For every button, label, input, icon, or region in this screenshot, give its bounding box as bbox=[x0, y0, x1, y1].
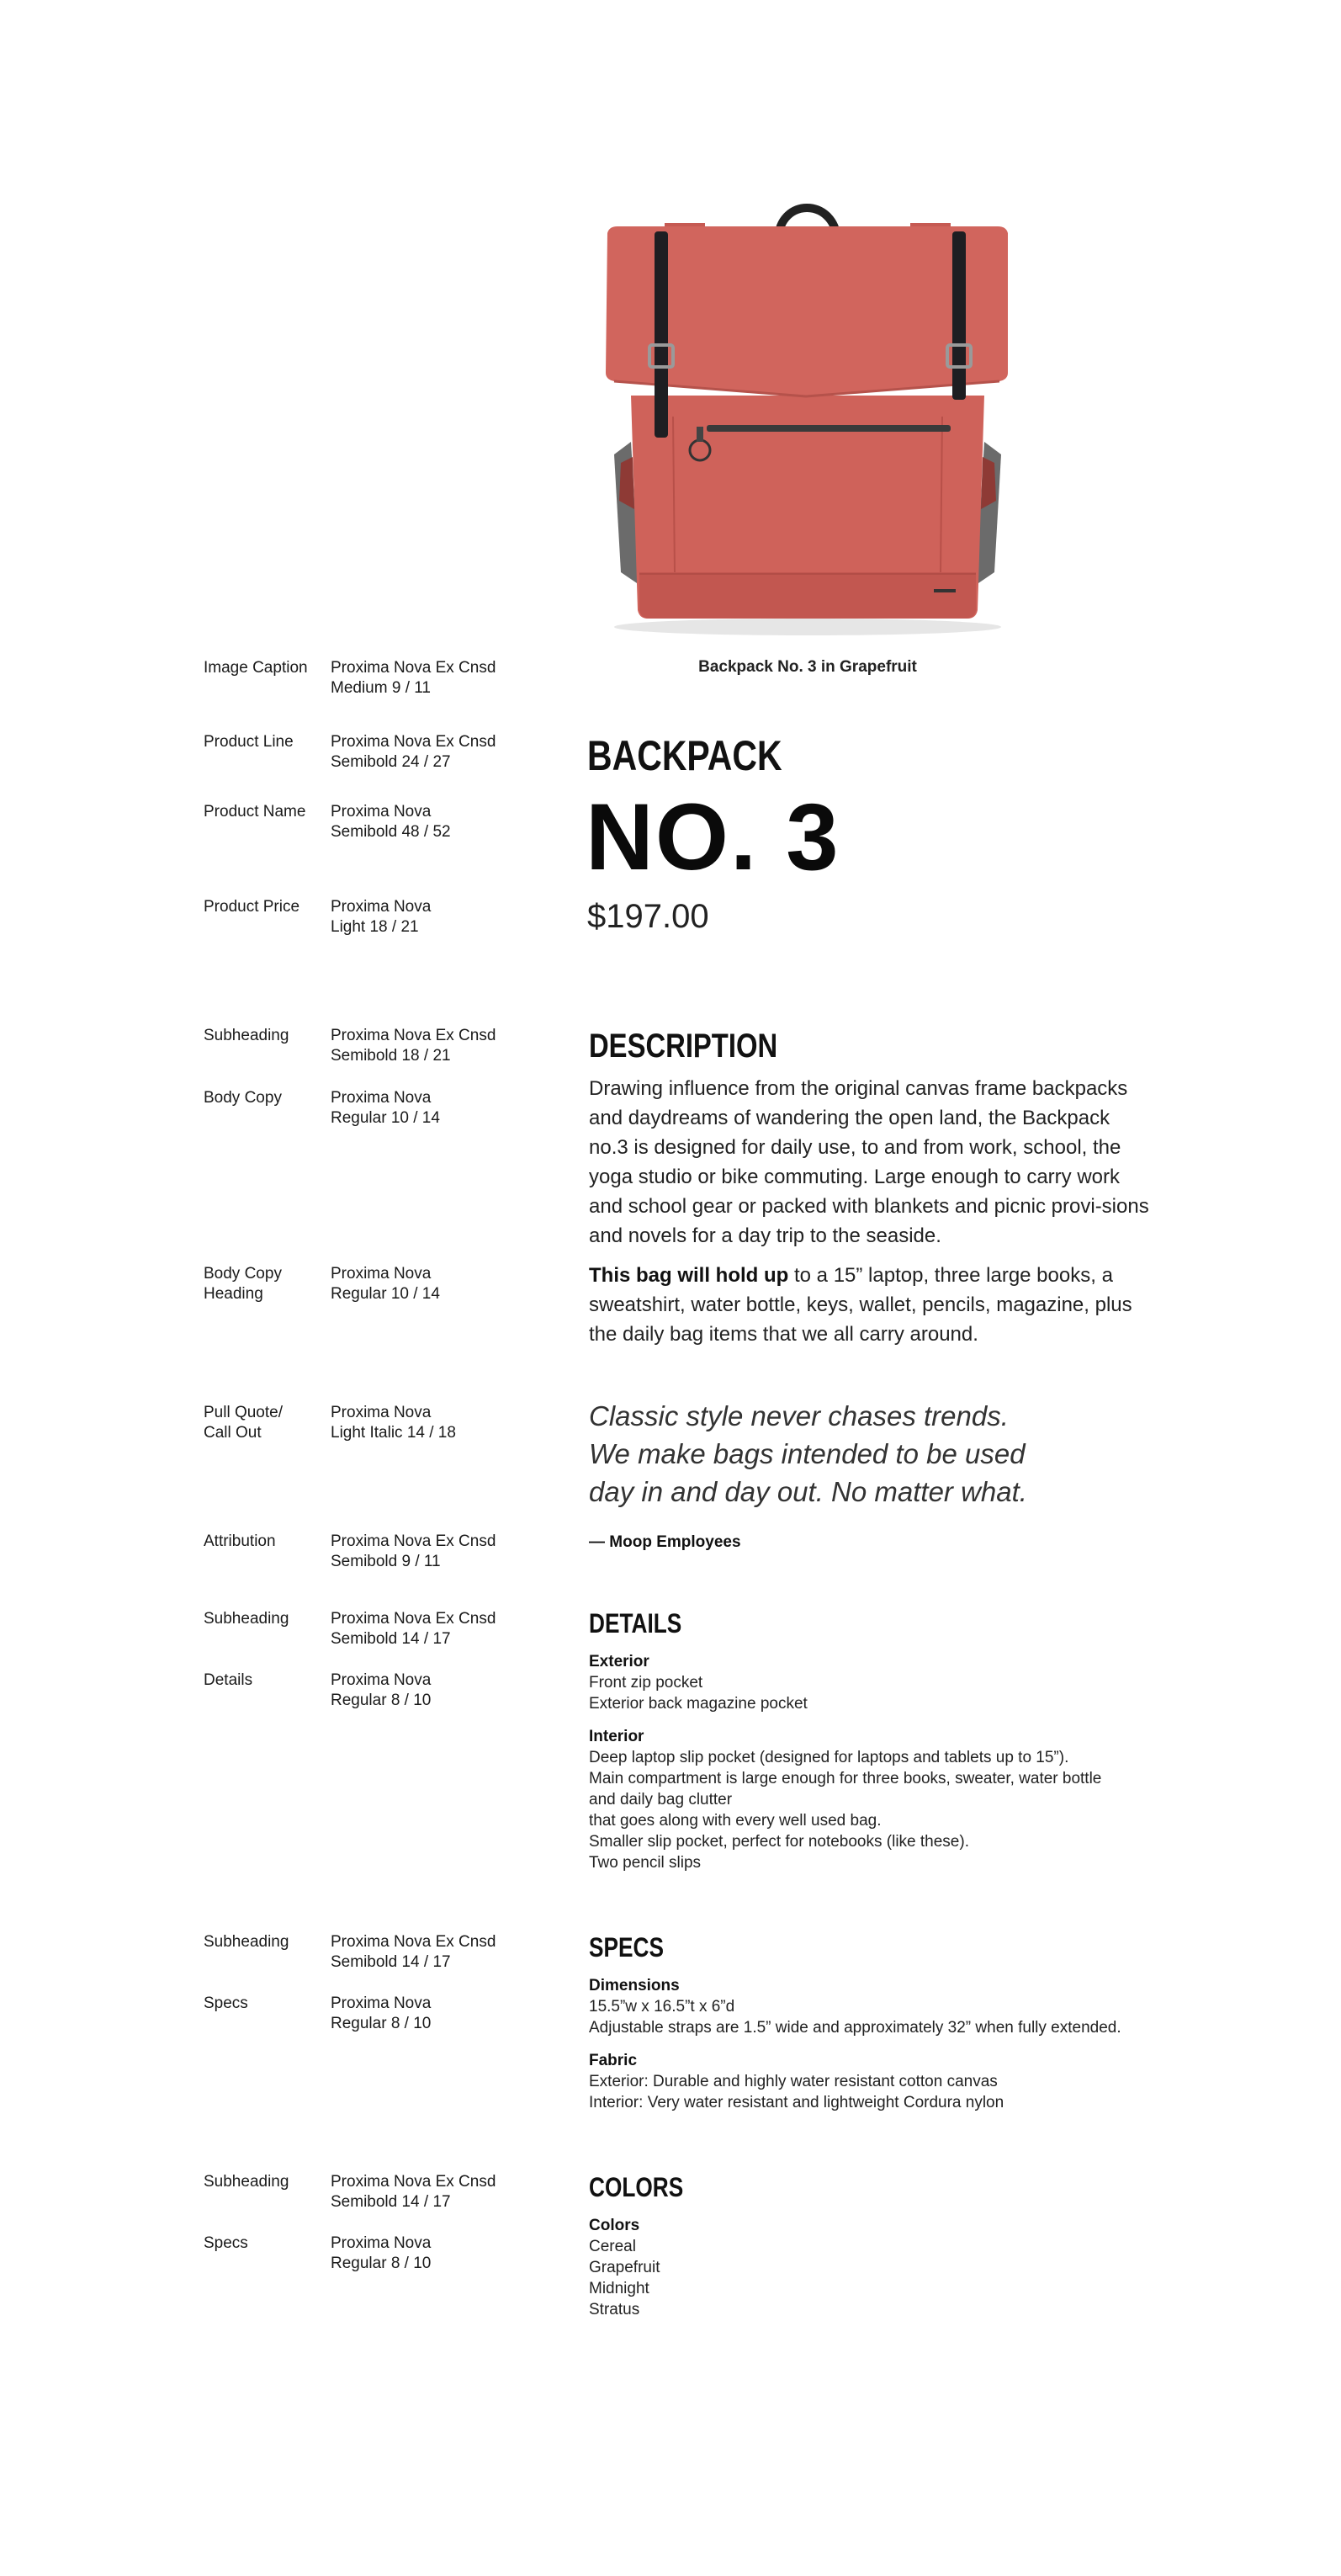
specs-section bbox=[589, 1975, 1178, 2125]
specs-heading: SPECS bbox=[589, 1932, 664, 1963]
image-caption: Backpack No. 3 in Grapefruit bbox=[698, 658, 917, 676]
spec-font-name: Proxima Nova bbox=[331, 1994, 432, 2012]
spec-font-name: Proxima Nova Ex Cnsd bbox=[331, 659, 496, 677]
fabric-block bbox=[589, 2050, 1178, 2113]
product-name: NO. 3 bbox=[586, 784, 840, 890]
details-heading: DETAILS bbox=[589, 1608, 682, 1639]
spec-font-name: Proxima Nova bbox=[331, 803, 432, 821]
spec-font-subheading bbox=[331, 1932, 496, 1973]
spec-font-name: Proxima Nova bbox=[331, 898, 432, 916]
spec-font-size: Semibold 48 / 52 bbox=[331, 823, 451, 841]
spec-font-name: Proxima Nova bbox=[331, 1671, 432, 1689]
spec-font-size: Medium 9 / 11 bbox=[331, 679, 431, 697]
detail-line: that goes along with every well used bag. bbox=[589, 1812, 882, 1830]
spec-font-name: Proxima Nova Ex Cnsd bbox=[331, 733, 496, 751]
spec-font-name: Proxima Nova Ex Cnsd bbox=[331, 1610, 496, 1628]
pull-quote-line: We make bags intended to be used bbox=[589, 1438, 1026, 1469]
spec-font-subheading bbox=[331, 1609, 496, 1649]
spec-line: Exterior: Durable and highly water resistant cotton canvas bbox=[589, 2073, 998, 2090]
fabric-title: Fabric bbox=[589, 2052, 638, 2069]
spec-font-size: Semibold 9 / 11 bbox=[331, 1553, 441, 1570]
spec-label-specs: Specs bbox=[204, 1994, 248, 2012]
detail-line: Front zip pocket bbox=[589, 1674, 703, 1692]
spec-font-size: Regular 8 / 10 bbox=[331, 2015, 432, 2032]
interior-title: Interior bbox=[589, 1728, 644, 1745]
spec-label-body-copy: Body Copy bbox=[204, 1089, 282, 1107]
spec-font-size: Regular 8 / 10 bbox=[331, 2255, 432, 2272]
dimensions-block bbox=[589, 1975, 1178, 2038]
spec-label-product-line: Product Line bbox=[204, 733, 294, 751]
colors-heading: COLORS bbox=[589, 2172, 684, 2202]
spec-font-subheading bbox=[331, 2172, 496, 2212]
spec-label-subheading: Subheading bbox=[204, 1610, 289, 1628]
color-item: Stratus bbox=[589, 2301, 640, 2318]
spec-line: Adjustable straps are 1.5” wide and approximately 32” when fully extended. bbox=[589, 2019, 1121, 2037]
spec-label-line: Call Out bbox=[204, 1424, 262, 1442]
spec-font-specs bbox=[331, 1994, 431, 2034]
spec-line: Interior: Very water resistant and lightweight Cordura nylon bbox=[589, 2094, 1004, 2111]
dimensions-title: Dimensions bbox=[589, 1977, 680, 1994]
spec-label-line: Pull Quote/ bbox=[204, 1404, 283, 1421]
spec-label-product-price: Product Price bbox=[204, 898, 300, 916]
detail-line: Deep laptop slip pocket (designed for laptops and tablets up to 15”). bbox=[589, 1749, 1069, 1766]
colors-title: Colors bbox=[589, 2217, 640, 2234]
spec-font-name: Proxima Nova bbox=[331, 1404, 432, 1421]
product-price: $197.00 bbox=[587, 898, 709, 935]
spec-label-subheading: Subheading bbox=[204, 2173, 289, 2191]
spec-label-body-copy-heading bbox=[204, 1264, 282, 1304]
details-section bbox=[589, 1651, 1178, 1885]
spec-font-product-name bbox=[331, 802, 451, 842]
spec-label-details: Details bbox=[204, 1671, 253, 1689]
exterior-block bbox=[589, 1651, 1178, 1714]
pull-quote-line: Classic style never chases trends. bbox=[589, 1400, 1009, 1431]
description-body: Drawing influence from the original canvas frame backpacks and daydreams of wandering the open land, the Backpack no.3 is designed for daily use, to and from work, school, the yoga studio or bike commuting. Large enough to carry work and school gear or packed with blankets and picnic provi-sions and novels for a day trip to the seaside. bbox=[589, 1077, 1149, 1247]
spec-font-specs bbox=[331, 2233, 431, 2274]
spec-label-product-name: Product Name bbox=[204, 803, 306, 821]
pull-quote bbox=[589, 1397, 1178, 1511]
spec-font-body-copy bbox=[331, 1088, 440, 1129]
colors-section bbox=[589, 2215, 1178, 2320]
detail-line: Smaller slip pocket, perfect for notebooks (like these). bbox=[589, 1833, 969, 1851]
spec-font-pull-quote bbox=[331, 1403, 456, 1443]
spec-font-product-price bbox=[331, 897, 431, 937]
hold-rest: to a 15” laptop, three large books, a sweatshirt, water bottle, keys, wallet, pencils, magazine, plus the daily bag items that we all carry around. bbox=[589, 1264, 1132, 1346]
exterior-title: Exterior bbox=[589, 1653, 649, 1670]
hold-paragraph bbox=[589, 1261, 1153, 1349]
spec-font-size: Semibold 18 / 21 bbox=[331, 1047, 451, 1065]
color-item: Cereal bbox=[589, 2238, 636, 2255]
description-heading: DESCRIPTION bbox=[589, 1028, 778, 1065]
spec-font-product-line bbox=[331, 732, 496, 773]
interior-block bbox=[589, 1726, 1178, 1873]
spec-font-subheading bbox=[331, 1026, 496, 1066]
spec-line: 15.5”w x 16.5”t x 6”d bbox=[589, 1998, 735, 2016]
color-item: Grapefruit bbox=[589, 2259, 660, 2276]
spec-font-name: Proxima Nova bbox=[331, 1265, 432, 1283]
spec-font-size: Semibold 14 / 17 bbox=[331, 1953, 451, 1971]
spec-label-subheading: Subheading bbox=[204, 1933, 289, 1951]
spec-font-name: Proxima Nova Ex Cnsd bbox=[331, 1933, 496, 1951]
attribution: — Moop Employees bbox=[589, 1533, 741, 1551]
spec-font-name: Proxima Nova Ex Cnsd bbox=[331, 2173, 496, 2191]
spec-font-size: Semibold 14 / 17 bbox=[331, 2193, 451, 2211]
pull-quote-line: day in and day out. No matter what. bbox=[589, 1476, 1027, 1507]
spec-label-line: Body Copy bbox=[204, 1265, 282, 1283]
spec-font-name: Proxima Nova bbox=[331, 2234, 432, 2252]
spec-font-name: Proxima Nova Ex Cnsd bbox=[331, 1027, 496, 1044]
spec-font-name: Proxima Nova Ex Cnsd bbox=[331, 1532, 496, 1550]
detail-line: and daily bag clutter bbox=[589, 1791, 733, 1809]
spec-label-specs: Specs bbox=[204, 2234, 248, 2252]
spec-font-details bbox=[331, 1670, 431, 1711]
spec-label-line: Heading bbox=[204, 1285, 263, 1303]
spec-font-size: Semibold 24 / 27 bbox=[331, 753, 451, 771]
detail-line: Two pencil slips bbox=[589, 1854, 702, 1872]
hold-bold: This bag will hold up bbox=[589, 1264, 789, 1287]
spec-font-size: Regular 8 / 10 bbox=[331, 1692, 432, 1709]
product-image bbox=[580, 189, 1035, 644]
spec-font-attribution bbox=[331, 1532, 496, 1572]
detail-line: Main compartment is large enough for three books, sweater, water bottle bbox=[589, 1770, 1102, 1787]
spec-font-size: Semibold 14 / 17 bbox=[331, 1630, 451, 1648]
spec-font-size: Regular 10 / 14 bbox=[331, 1109, 440, 1127]
spec-font-name: Proxima Nova bbox=[331, 1089, 432, 1107]
spec-font-size: Regular 10 / 14 bbox=[331, 1285, 440, 1303]
spec-label-subheading: Subheading bbox=[204, 1027, 289, 1044]
spec-label-image-caption: Image Caption bbox=[204, 659, 308, 677]
spec-label-pull-quote bbox=[204, 1403, 283, 1443]
spec-font-size: Light Italic 14 / 18 bbox=[331, 1424, 456, 1442]
spec-label-attribution: Attribution bbox=[204, 1532, 276, 1550]
product-line: BACKPACK bbox=[587, 732, 782, 779]
color-item: Midnight bbox=[589, 2280, 649, 2297]
spec-font-image-caption bbox=[331, 658, 496, 698]
spec-font-body-copy-heading bbox=[331, 1264, 440, 1304]
detail-line: Exterior back magazine pocket bbox=[589, 1695, 808, 1713]
backpack-illustration bbox=[580, 189, 1035, 644]
spec-font-size: Light 18 / 21 bbox=[331, 918, 419, 936]
